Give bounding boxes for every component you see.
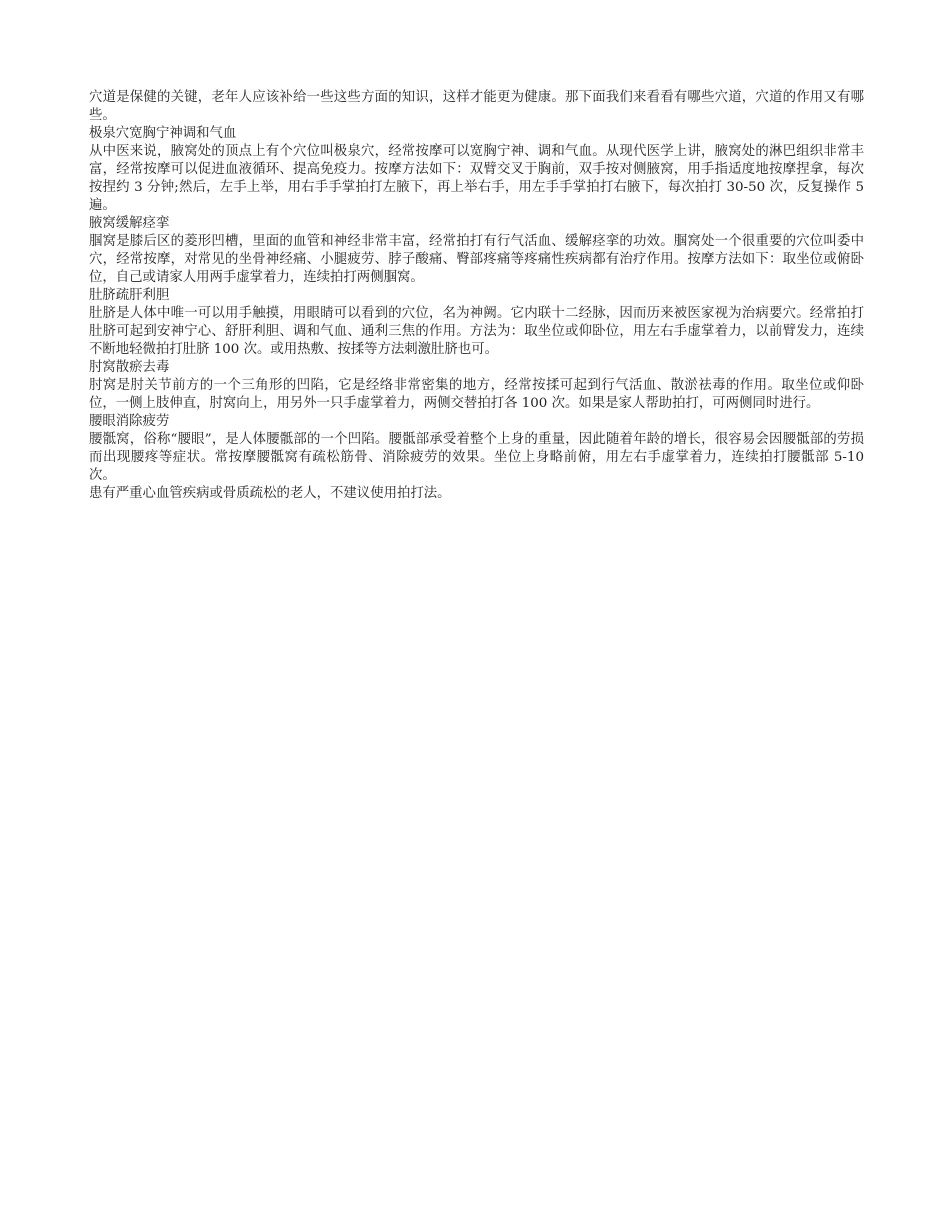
intro-paragraph: 穴道是保健的关键，老年人应该补给一些这些方面的知识，这样才能更为健康。那下面我们来看看有哪些穴道，穴道的作用又有哪些。 <box>89 90 864 123</box>
section-heading-elbow: 肘窝散瘀去毒 <box>89 360 170 375</box>
section-body-elbow: 肘窝是肘关节前方的一个三角形的凹陷，它是经络非常密集的地方，经常按揉可起到行气活血、散淤祛毒的作用。取坐位或仰卧位，一侧上肢伸直，肘窝向上，用另外一只手虚掌着力，两侧交替拍打各 100 次。如果是家人帮助拍打，可两侧同时进行。 <box>89 378 864 411</box>
section-body-weizhong: 腘窝是膝后区的菱形凹槽，里面的血管和神经非常丰富，经常拍打有行气活血、缓解痉挛的功效。腘窝处一个很重要的穴位叫委中穴，经常按摩，对常见的坐骨神经痛、小腿疲劳、脖子酸痛、臀部疼痛等疼痛性疾病都有治疗作用。按摩方法如下：取坐位或俯卧位，自己或请家人用两手虚掌着力，连续拍打两侧腘窝。 <box>89 234 864 285</box>
section-body-lumbar: 腰骶窝，俗称“腰眼”，是人体腰骶部的一个凹陷。腰骶部承受着整个上身的重量，因此随着年龄的增长，很容易会因腰骶部的劳损而出现腰疼等症状。常按摩腰骶窝有疏松筋骨、消除疲劳的效果。坐位上身略前俯，用左右手虚掌着力，连续拍打腰骶部 5-10 次。 <box>89 432 864 483</box>
section-body-navel: 肚脐是人体中唯一可以用手触摸，用眼睛可以看到的穴位，名为神阙。它内联十二经脉，因而历来被医家视为治病要穴。经常拍打肚脐可起到安神宁心、舒肝利胆、调和气血、通利三焦的作用。方法为：取坐位或仰卧位，用左右手虚掌着力，以前臂发力，连续不断地轻微拍打肚脐 100 次。或用热敷、按揉等方法刺激肚脐也可。 <box>89 306 864 357</box>
section-heading-weizhong: 腋窝缓解痉挛 <box>89 216 170 231</box>
closing-note: 患有严重心血管疾病或骨质疏松的老人，不建议使用拍打法。 <box>89 486 451 501</box>
section-heading-jiquan: 极泉穴宽胸宁神调和气血 <box>89 126 237 141</box>
document-page <box>89 89 864 503</box>
section-heading-lumbar: 腰眼消除疲劳 <box>89 414 170 429</box>
section-body-jiquan: 从中医来说，腋窝处的顶点上有个穴位叫极泉穴，经常按摩可以宽胸宁神、调和气血。从现代医学上讲，腋窝处的淋巴组织非常丰富，经常按摩可以促进血液循环、提高免疫力。按摩方法如下：双臂交叉于胸前，双手按对侧腋窝，用手指适度地按摩捏拿，每次按捏约 3 分钟;然后，左手上举，用右手手掌拍打左腋下，再上举右手，用左手手掌拍打右腋下，每次拍打 30-50 次，反复操作 5 遍。 <box>89 144 864 213</box>
section-heading-navel: 肚脐疏肝利胆 <box>89 288 170 303</box>
